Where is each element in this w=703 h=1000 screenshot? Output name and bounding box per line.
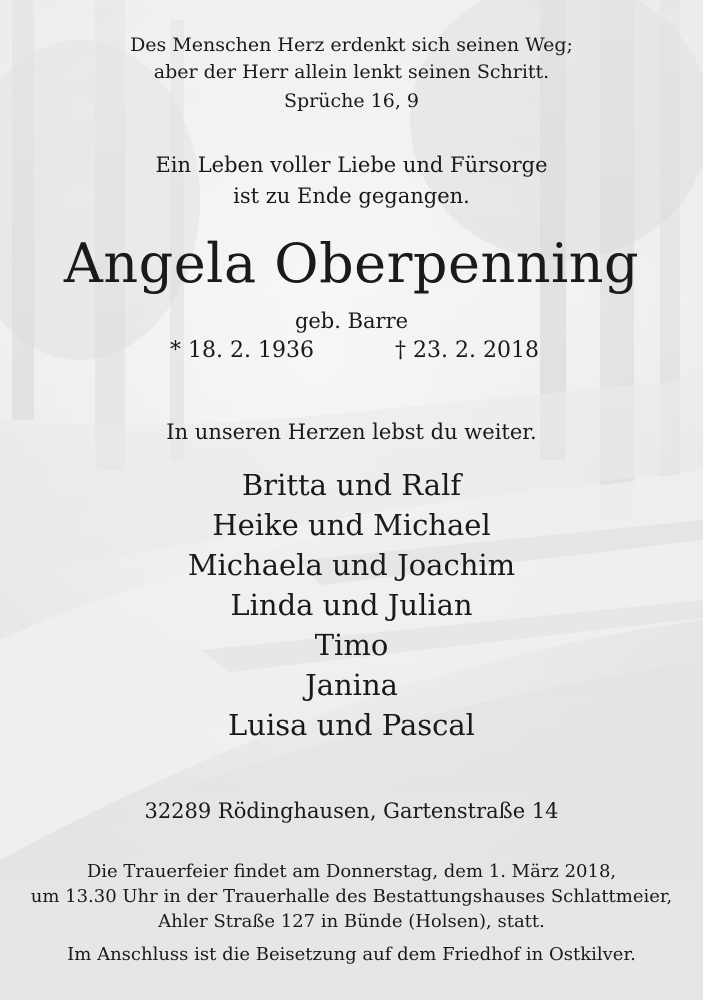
funeral-info-line-2: um 13.30 Uhr in der Trauerhalle des Bestattungshauses Schlattmeier, — [30, 886, 673, 907]
remembrance-line: In unseren Herzen lebst du weiter. — [166, 420, 537, 444]
family-member: Janina — [305, 668, 398, 702]
bible-verse-source: Sprüche 16, 9 — [283, 90, 419, 112]
family-address: 32289 Rödinghausen, Gartenstraße 14 — [144, 799, 559, 823]
intro-line-1: Ein Leben voller Liebe und Fürsorge — [155, 153, 548, 177]
family-member: Heike und Michael — [212, 508, 491, 542]
maiden-name: geb. Barre — [294, 309, 409, 333]
intro-line-2: ist zu Ende gegangen. — [233, 184, 470, 208]
burial-info: Im Anschluss ist die Beisetzung auf dem Friedhof in Ostkilver. — [67, 944, 636, 965]
funeral-info-line-3: Ahler Straße 127 in Bünde (Holsen), statt. — [158, 911, 545, 932]
bible-verse-line-1: Des Menschen Herz erdenkt sich seinen Weg; — [130, 34, 573, 56]
funeral-info-line-1: Die Trauerfeier findet am Donnerstag, dem 1. März 2018, — [86, 861, 617, 882]
family-member: Michaela und Joachim — [187, 548, 516, 582]
death-date: † 23. 2. 2018 — [395, 338, 539, 363]
deceased-name: Angela Oberpenning — [63, 232, 640, 295]
family-member: Britta und Ralf — [241, 468, 462, 502]
family-member: Timo — [314, 628, 389, 662]
bible-verse-line-2: aber der Herr allein lenkt seinen Schritt. — [153, 61, 550, 83]
family-member: Luisa und Pascal — [228, 708, 475, 742]
birth-date: * 18. 2. 1936 — [170, 338, 314, 363]
family-member: Linda und Julian — [230, 588, 473, 622]
